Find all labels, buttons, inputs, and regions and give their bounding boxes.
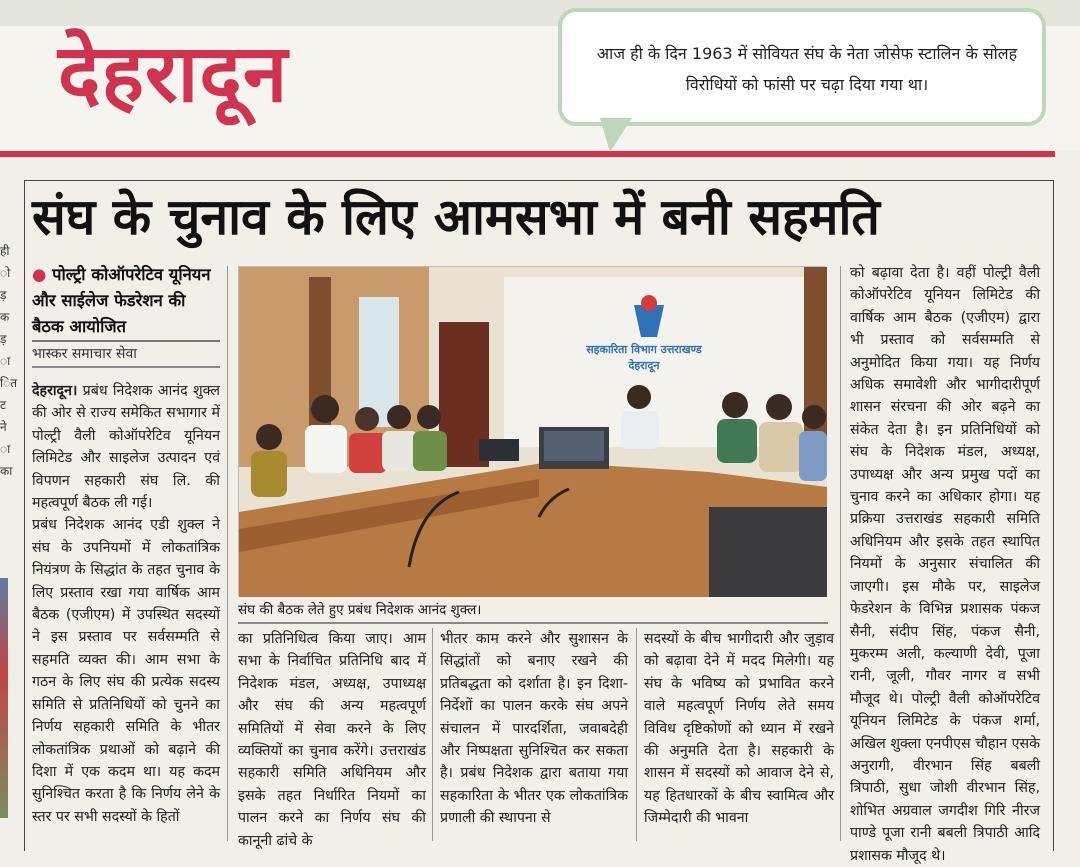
city-masthead: देहरादून [58, 27, 289, 120]
bullet-dot-icon: ● [32, 265, 47, 284]
paragraph-2: प्रबंध निदेशक आनंद एडी शुक्ल ने संघ के उपनियमों में लोकतांत्रिक नियंत्रण के सिद्धांत के तहत चुनाव के लिए प्रस्ताव रखा गया वार्षिक आम बैठक (एजीएम) में उपस्थित सदस्यों ने इस प्रस्ताव पर सर्वसम्मति से सहमति व्यक्त की। आम सभा के गठन के लिए संघ की प्रत्येक सदस्य समिति से प्रतिनिधियों को चुनने का निर्णय सहकारी समिति के भीतर लोकतांत्रिक प्रथाओं को बढ़ाने की दिशा में एक कदम था। यह कदम सुनिश्चित करता है कि निर्णय लेने के स्तर पर सभी सदस्यों के हितों [32, 517, 220, 825]
subhead-rule [32, 340, 220, 342]
meeting-photo-graphic [239, 267, 827, 597]
column-divider [227, 266, 228, 841]
column-divider [432, 628, 433, 841]
paragraph-3: का प्रतिनिधित्व किया जाए। आम सभा के निर्वाचित प्रतिनिधि बाद में निदेशक मंडल, अध्यक्ष, उपाध्यक्ष और संघ की अन्य महत्वपूर्ण समितियों में सेवा करने के लिए व्यक्तियों का चुनाव करेंगे। उत्तराखंड सहकारी समिति अधिनियम और इसके तहत निर्धारित नियमों का पालन करने का निर्णय संघ की कानूनी ढांचे के [238, 631, 426, 849]
dateline: देहरादून। [32, 383, 78, 399]
photo-sign-line2: देहरादून [628, 359, 660, 372]
paragraph-4: भीतर काम करने और सुशासन के सिद्धांतों को बनाए रखने की प्रतिबद्धता को दर्शाता है। इन दिशा-निर्देशों का पालन करके संघ अपने संचालन में पारदर्शिता, जवाबदेही और निष्पक्षता सुनिश्चित कर सकता है। प्रबंध निदेशक द्वारा बताया गया सहकारिता के भीतर एक लोकतांत्रिक प्रणाली की स्थापना से [440, 631, 628, 827]
subheadline [32, 262, 222, 340]
column-4 [644, 628, 834, 830]
quote-bubble-tail [600, 118, 632, 152]
byline-rule [32, 366, 220, 368]
column-divider [636, 628, 637, 841]
paragraph-6: को बढ़ावा देता है। वहीं पोल्ट्री वैली कोऑपरेटिव यूनियन लिमिटेड की वार्षिक आम बैठक (एजीएम) द्वारा भी प्रस्ताव को सर्वसम्मति से अनुमोदित किया गया। यह निर्णय अधिक समावेशी और भागीदारीपूर्ण शासन संरचना की ओर बढ़ने का संकेत देता है। इन प्रतिनिधियों को संघ के निदेशक मंडल, अध्यक्ष, उपाध्यक्ष और अन्य प्रमुख पदों का चुनाव करने का अधिकार होगा। यह प्रक्रिया उत्तराखंड सहकारी समिति अधिनियम और इसके तहत स्थापित नियमों के अनुसार संचालित की जाएगी। इस मौके पर, साइलेज फेडरेशन के विभिन्न प्रशासक पंकज सैनी, संदीप सिंह, पंकज सैनी, मुकरम्म अली, कल्याणी देवी, पूजा रानी, जूली, गौवर नागर व सभी मौजूद थे। पोल्ट्री वैली कोऑपरेटिव यूनियन लिमिटेड के पंकज शर्मा, अखिल शुक्ला एनपीएस चौहान एसके अनुरागी, वीरभान सिंह बबली त्रिपाठी, सुधा जोशी वीरभान सिंह, शोभित अग्रवाल जगदीश गिरि नीरज पाण्डे पूजा रानी बबली त्रिपाठी आदि प्रशासक मौजूद थे। [850, 265, 1040, 864]
column-2 [238, 628, 426, 852]
adjacent-image-fragment [0, 578, 8, 818]
headline: संघ के चुनाव के लिए आमसभा में बनी सहमति [32, 188, 880, 246]
paragraph-5: सदस्यों के बीच भागीदारी और जुड़ाव को बढ़ावा देने में मदद मिलेगी। यह संघ के भविष्य को प्रभावित करने वाले महत्वपूर्ण निर्णय लेते समय विविध दृष्टिकोणों को ध्यान में रखने की अनुमति देता है। सहकारी के शासन में सदस्यों को आवाज देने से, यह हितधारकों के बीच स्वामित्व और जिम्मेदारी की भावना [644, 631, 834, 827]
photo-caption: संघ की बैठक लेते हुए प्रबंध निदेशक आनंद शुक्ल। [238, 602, 482, 618]
adjacent-column-fragment: ही ो ड़ क ड़ ा ित ट ने ा का [0, 244, 18, 478]
masthead-rule [0, 151, 1055, 157]
column-divider [840, 266, 841, 841]
caption-rule [238, 622, 828, 624]
column-5 [850, 262, 1040, 867]
photo-sign-line1: सहकारिता विभाग उत्तराखण्ड [586, 343, 702, 356]
paragraph-1: प्रबंध निदेशक आनंद शुक्ल की ओर से राज्य समेकित सभागार में पोल्ट्री वैली कोऑपरेटिव यूनियन लिमिटेड और साइलेज उत्पादन एवं विपणन सहकारी संघ लि. की महत्वपूर्ण बैठक ली गई। [32, 383, 220, 512]
quote-bubble [558, 8, 1046, 126]
column-1 [32, 380, 220, 828]
meeting-photo [238, 266, 826, 596]
subheadline-text: पोल्ट्री कोऑपरेटिव यूनियन और साईलेज फेडरेशन की बैठक आयोजित [32, 265, 211, 336]
column-3 [440, 628, 628, 830]
byline: भास्कर समाचार सेवा [32, 346, 137, 362]
quote-text: आज ही के दिन 1963 में सोवियत संघ के नेता जोसेफ स्टालिन के सोलह विरोधियों को फांसी पर चढ़ा दिया गया था। [596, 44, 1018, 94]
